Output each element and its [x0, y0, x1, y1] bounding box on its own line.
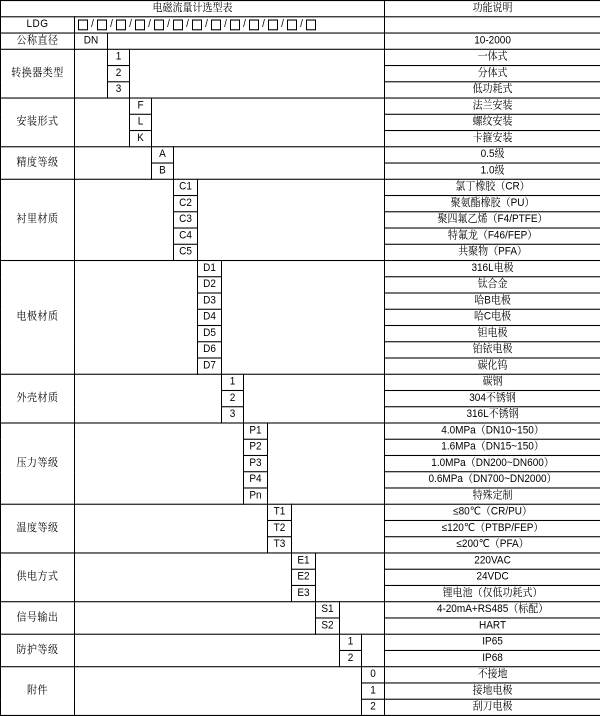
option-code: T1 [268, 504, 292, 520]
option-code: 2 [362, 699, 385, 715]
document-title: 电磁流量计选型表 [1, 1, 385, 17]
row-group-label: 电极材质 [1, 261, 75, 375]
table-row [1, 553, 600, 569]
option-code: S2 [316, 618, 340, 634]
option-description: 碳钢 [385, 374, 600, 390]
model-code-pattern: / / / / / / / / / / / / [75, 17, 385, 33]
option-code: C4 [174, 228, 198, 244]
option-code: 1 [222, 374, 244, 390]
spacer-left [75, 504, 268, 553]
row-group-label: 精度等级 [1, 147, 75, 179]
spacer-left [75, 423, 244, 504]
option-code: D7 [198, 358, 222, 374]
spacer-right [222, 261, 385, 375]
option-description: ≤200℃（PFA） [385, 537, 600, 553]
option-description: 卡箍安装 [385, 131, 600, 147]
desc-column-header: 功能说明 [385, 1, 600, 17]
table-row [1, 179, 600, 195]
option-description: IP65 [385, 634, 600, 650]
table-row [1, 423, 600, 439]
spacer-right [152, 98, 385, 147]
option-code: 2 [340, 650, 362, 666]
option-description: 钛合金 [385, 277, 600, 293]
option-code: C1 [174, 179, 198, 195]
option-description: 10-2000 [385, 33, 600, 49]
spacer-right [340, 602, 385, 634]
option-code: 0 [362, 667, 385, 683]
option-code: F [130, 98, 152, 114]
row-group-label: 公称直径 [1, 33, 75, 49]
table-row [1, 49, 600, 65]
option-description: 304不锈钢 [385, 390, 600, 406]
spacer-right [268, 423, 385, 504]
model-prefix: LDG [1, 17, 75, 33]
option-description: 聚四氟乙烯（F4/PTFE） [385, 212, 600, 228]
option-code: DN [75, 33, 108, 49]
option-code: 3 [108, 82, 130, 98]
row-group-label: 衬里材质 [1, 179, 75, 260]
table-row [1, 261, 600, 277]
table-body [1, 1, 600, 716]
option-description: HART [385, 618, 600, 634]
option-code: Pn [244, 488, 268, 504]
option-description: 共聚物（PFA） [385, 244, 600, 260]
spacer-right [198, 179, 385, 260]
option-code: P3 [244, 455, 268, 471]
option-description: 1.0级 [385, 163, 600, 179]
option-description: 氯丁橡胶（CR） [385, 179, 600, 195]
option-code: C5 [174, 244, 198, 260]
option-code: 2 [222, 390, 244, 406]
row-group-label: 外壳材质 [1, 374, 75, 423]
option-description: 316L电极 [385, 261, 600, 277]
option-code: 2 [108, 66, 130, 82]
option-code: C2 [174, 196, 198, 212]
spacer-right [316, 553, 385, 602]
table-row [1, 602, 600, 618]
spacer-left [75, 261, 198, 375]
option-description: ≤120℃（PTBP/FEP） [385, 520, 600, 536]
table-row [1, 667, 600, 683]
option-code: D5 [198, 326, 222, 342]
spacer-left [75, 634, 340, 666]
option-description: 钽电极 [385, 326, 600, 342]
option-description: 刮刀电极 [385, 699, 600, 715]
option-code: E1 [292, 553, 316, 569]
option-code: 3 [222, 407, 244, 423]
option-code: P1 [244, 423, 268, 439]
spacer-left [75, 602, 316, 634]
option-description: 4-20mA+RS485（标配） [385, 602, 600, 618]
option-description: 低功耗式 [385, 82, 600, 98]
table-row [1, 634, 600, 650]
option-description: 螺纹安装 [385, 114, 600, 130]
option-description: 1.6MPa（DN15~150） [385, 439, 600, 455]
spacer-left [75, 147, 152, 179]
option-code: T3 [268, 537, 292, 553]
spacer-left [75, 553, 292, 602]
table-row [1, 98, 600, 114]
option-description: 不接地 [385, 667, 600, 683]
spacer-right [130, 49, 385, 98]
spacer-right [108, 33, 385, 49]
option-description: 1.0MPa（DN200~DN600） [385, 455, 600, 471]
option-code: S1 [316, 602, 340, 618]
spacer-left [75, 49, 108, 98]
table-row [1, 374, 600, 390]
row-group-label: 温度等级 [1, 504, 75, 553]
option-description: 碳化钨 [385, 358, 600, 374]
option-description: 24VDC [385, 569, 600, 585]
option-code: D1 [198, 261, 222, 277]
table-header-row [1, 1, 600, 17]
spacer-right [174, 147, 385, 179]
option-description: 0.5级 [385, 147, 600, 163]
table-row [1, 504, 600, 520]
option-description: IP68 [385, 650, 600, 666]
option-description: 聚氨酯橡胶（PU） [385, 196, 600, 212]
option-code: B [152, 163, 174, 179]
option-description: 法兰安装 [385, 98, 600, 114]
spacer-left [75, 667, 362, 716]
model-code-desc-blank [385, 17, 600, 33]
spacer-left [75, 374, 222, 423]
option-code: L [130, 114, 152, 130]
option-code: D3 [198, 293, 222, 309]
spacer-right [244, 374, 385, 423]
option-description: 哈B电极 [385, 293, 600, 309]
option-code: P4 [244, 472, 268, 488]
row-group-label: 信号输出 [1, 602, 75, 634]
option-code: K [130, 131, 152, 147]
option-description: 锂电池（仅低功耗式） [385, 585, 600, 601]
option-description: 哈C电极 [385, 309, 600, 325]
option-description: 220VAC [385, 553, 600, 569]
option-code: A [152, 147, 174, 163]
option-description: 接地电极 [385, 683, 600, 699]
option-description: 特殊定制 [385, 488, 600, 504]
option-code: D6 [198, 342, 222, 358]
row-group-label: 安装形式 [1, 98, 75, 147]
option-code: D2 [198, 277, 222, 293]
option-description: 铂铱电极 [385, 342, 600, 358]
option-description: 316L不锈钢 [385, 407, 600, 423]
spacer-left [75, 98, 130, 147]
model-code-row [1, 17, 600, 33]
option-description: 4.0MPa（DN10~150） [385, 423, 600, 439]
option-code: D4 [198, 309, 222, 325]
option-description: 分体式 [385, 66, 600, 82]
option-description: 特氟龙（F46/FEP） [385, 228, 600, 244]
row-group-label: 压力等级 [1, 423, 75, 504]
option-code: 1 [340, 634, 362, 650]
option-description: ≤80℃（CR/PU） [385, 504, 600, 520]
option-code: P2 [244, 439, 268, 455]
option-description: 0.6MPa（DN700~DN2000） [385, 472, 600, 488]
row-group-label: 供电方式 [1, 553, 75, 602]
table-row [1, 147, 600, 163]
option-code: 1 [108, 49, 130, 65]
spacer-left [75, 179, 174, 260]
row-group-label: 附件 [1, 667, 75, 716]
option-code: 1 [362, 683, 385, 699]
option-code: E2 [292, 569, 316, 585]
spacer-right [292, 504, 385, 553]
option-code: C3 [174, 212, 198, 228]
row-group-label: 防护等级 [1, 634, 75, 666]
option-code: E3 [292, 585, 316, 601]
option-code: T2 [268, 520, 292, 536]
spacer-right [362, 634, 385, 666]
option-description: 一体式 [385, 49, 600, 65]
row-group-label: 转换器类型 [1, 49, 75, 98]
table-row [1, 33, 600, 49]
